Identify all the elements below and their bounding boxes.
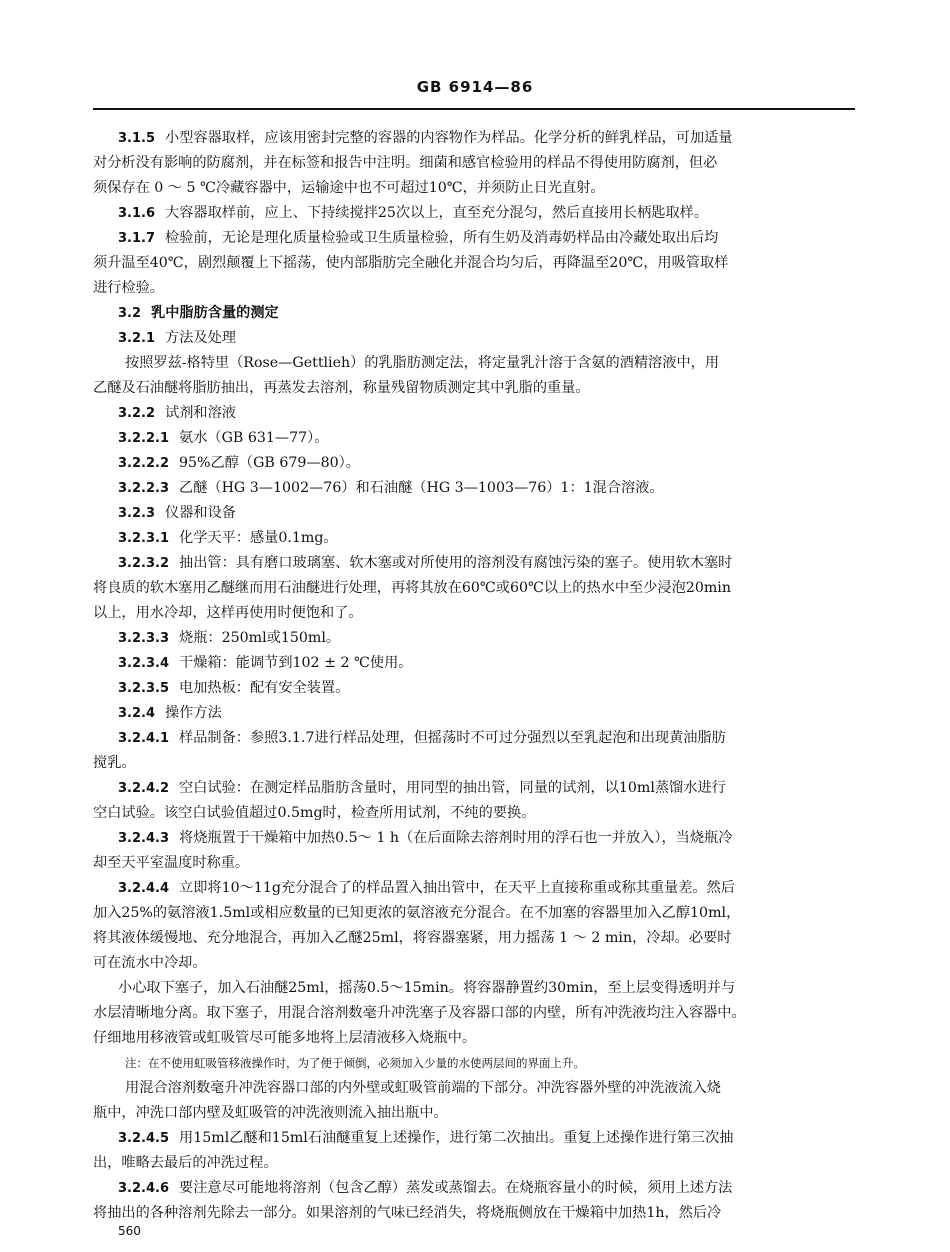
line-text: 化学天平：感量0.1mg。 xyxy=(179,530,338,546)
text-line xyxy=(118,228,718,248)
text-line xyxy=(118,878,735,898)
line-text: 方法及处理 xyxy=(165,330,236,346)
text-line xyxy=(118,553,732,573)
line-text: 立即将10～11g充分混合了的样品置入抽出管中，在天平上直接称重或称其重量差。然后 xyxy=(179,880,735,896)
text-line xyxy=(93,928,731,948)
text-line xyxy=(118,1178,732,1198)
text-line xyxy=(93,853,249,873)
line-text: 乙醚及石油醚将脂肪抽出，再蒸发去溶剂，称量残留物质测定其中乳脂的重量。 xyxy=(93,380,590,396)
section-number: 3.2.3.4 xyxy=(118,656,169,671)
line-text: 样品制备：参照3.1.7进行样品处理，但摇荡时不可过分强烈以至乳起泡和出现黄油脂肪 xyxy=(179,730,726,746)
section-number: 3.2.3.1 xyxy=(118,531,169,546)
text-line xyxy=(118,528,338,548)
section-number: 3.2.2.1 xyxy=(118,431,169,446)
line-text: 加入25%的氨溶液1.5ml或相应数量的已知更浓的氨溶液充分混合。在不加塞的容器里加入乙醇10ml， xyxy=(93,905,741,921)
text-line xyxy=(118,1128,733,1148)
section-number: 3.2.4.6 xyxy=(118,1181,169,1196)
line-text: 注：在不使用虹吸管移液操作时，为了便于倾倒，必须加入少量的水使两层间的界面上升。 xyxy=(125,1056,585,1070)
line-text: 小心取下塞子，加入石油醚25ml，摇荡0.5～15min。将容器静置约30min，至上层变得透明并与 xyxy=(118,980,736,996)
section-number: 3.2.2.3 xyxy=(118,481,169,496)
line-text: 搅乳。 xyxy=(93,755,136,771)
section-number: 3.2.3.3 xyxy=(118,631,169,646)
line-text: 乳中脂肪含量的测定 xyxy=(151,305,279,321)
section-number: 3.2.4.1 xyxy=(118,731,169,746)
text-line xyxy=(93,603,363,623)
section-number: 3.1.7 xyxy=(118,231,156,246)
section-number: 3.2.4.4 xyxy=(118,881,169,896)
line-text: 用混合溶剂数毫升冲洗容器口部的内外壁或虹吸管前端的下部分。冲洗容器外壁的冲洗液流入烧 xyxy=(125,1080,721,1096)
line-text: 95%乙醇（GB 679—80）。 xyxy=(179,455,360,471)
text-line xyxy=(118,403,236,423)
text-line xyxy=(125,1078,721,1098)
line-text: 抽出管：具有磨口玻璃塞、软木塞或对所使用的溶剂没有腐蚀污染的塞子。使用软木塞时 xyxy=(179,555,733,571)
text-line xyxy=(93,378,590,398)
line-text: 水层清晰地分离。取下塞子，用混合溶剂数毫升冲洗塞子及容器口部的内壁，所有冲洗液均注入容器中。 xyxy=(93,1005,746,1021)
line-text: 烧瓶：250ml或150ml。 xyxy=(179,630,341,646)
text-line xyxy=(118,828,732,848)
text-line xyxy=(93,1028,476,1048)
text-line xyxy=(93,578,731,598)
line-text: 却至天平室温度时称重。 xyxy=(93,855,250,871)
text-line xyxy=(118,428,328,448)
section-number: 3.2.4 xyxy=(118,706,156,721)
line-text: 仔细地用移液管或虹吸管尽可能多地将上层清液移入烧瓶中。 xyxy=(93,1030,477,1046)
section-number: 3.2.4.5 xyxy=(118,1131,169,1146)
line-text: 小型容器取样，应该用密封完整的容器的内容物作为样品。化学分析的鲜乳样品，可加适量 xyxy=(165,130,733,146)
text-line xyxy=(93,253,728,273)
line-text: 电加热板：配有安全装置。 xyxy=(179,680,350,696)
line-text: 大容器取样前，应上、下持续搅拌25次以上，直至充分混匀，然后直接用长柄匙取样。 xyxy=(165,205,709,221)
standard-code-header: GB 6914—86 xyxy=(416,78,534,96)
line-text: 进行检验。 xyxy=(93,280,164,296)
line-text: 须保存在 0 ～ 5 ℃冷藏容器中，运输途中也不可超过10℃，并须防止日光直射。 xyxy=(93,180,605,196)
section-number: 3.2.2 xyxy=(118,406,156,421)
section-number: 3.2.1 xyxy=(118,331,156,346)
text-line xyxy=(93,278,164,298)
text-line xyxy=(125,1053,585,1073)
text-line xyxy=(93,803,535,823)
section-number: 3.2.3 xyxy=(118,506,156,521)
line-text: 要注意尽可能地将溶剂（包含乙醇）蒸发或蒸馏去。在烧瓶容量小的时候，须用上述方法 xyxy=(179,1180,733,1196)
text-line xyxy=(118,703,222,723)
page-number: 560 xyxy=(118,1224,141,1238)
text-line xyxy=(93,178,605,198)
text-line xyxy=(118,328,236,348)
line-text: 以上，用水冷却，这样再使用时便饱和了。 xyxy=(93,605,363,621)
text-line xyxy=(118,303,279,323)
text-line xyxy=(93,903,740,923)
line-text: 按照罗兹-格特里（Rose—Gettlieh）的乳脂肪测定法，将定量乳汁溶于含氨的酒精溶液中，用 xyxy=(125,355,720,371)
line-text: 可在流水中冷却。 xyxy=(93,955,207,971)
text-line xyxy=(118,128,733,148)
line-text: 对分析没有影响的防腐剂，并在标签和报告中注明。细菌和感官检验用的样品不得使用防腐剂，但必 xyxy=(93,155,718,171)
text-line xyxy=(118,678,349,698)
line-text: 将抽出的各种溶剂先除去一部分。如果溶剂的气味已经消失，将烧瓶侧放在干燥箱中加热1h，然后冷 xyxy=(93,1205,722,1221)
text-line xyxy=(118,203,708,223)
line-text: 仪器和设备 xyxy=(165,505,236,521)
text-line xyxy=(118,503,236,523)
line-text: 干燥箱：能调节到102 ± 2 ℃使用。 xyxy=(179,655,413,671)
text-line xyxy=(125,353,719,373)
line-text: 检验前，无论是理化质量检验或卫生质量检验，所有生奶及消毒奶样品由冷藏处取出后均 xyxy=(165,230,719,246)
line-text: 试剂和溶液 xyxy=(165,405,236,421)
text-line xyxy=(118,778,726,798)
section-number: 3.2.4.3 xyxy=(118,831,169,846)
line-text: 将烧瓶置于干燥箱中加热0.5～ 1 h（在后面除去溶剂时用的浮石也一并放入），当烧瓶冷 xyxy=(179,830,733,846)
text-line xyxy=(118,978,735,998)
section-number: 3.2.2.2 xyxy=(118,456,169,471)
section-number: 3.2 xyxy=(118,306,142,321)
section-number: 3.2.3.5 xyxy=(118,681,169,696)
line-text: 空白试验：在测定样品脂肪含量时，用同型的抽出管，同量的试剂，以10ml蒸馏水进行 xyxy=(179,780,726,796)
section-number: 3.1.5 xyxy=(118,131,156,146)
line-text: 将良质的软木塞用乙醚继而用石油醚进行处理，再将其放在60℃或60℃以上的热水中至少浸泡20min xyxy=(93,580,731,596)
line-text: 操作方法 xyxy=(165,705,222,721)
text-line xyxy=(118,728,726,748)
text-line xyxy=(93,953,207,973)
line-text: 空白试验。该空白试验值超过0.5mg时，检查所用试剂，不纯的要换。 xyxy=(93,805,536,821)
section-number: 3.1.6 xyxy=(118,206,156,221)
text-line xyxy=(93,1003,746,1023)
line-text: 须升温至40℃，剧烈颠覆上下摇荡，使内部脂肪完全融化并混合均匀后，再降温至20℃，用吸管取样 xyxy=(93,255,729,271)
text-line xyxy=(93,1203,721,1223)
text-line xyxy=(93,1103,448,1123)
text-line xyxy=(118,478,664,498)
line-text: 瓶中，冲洗口部内壁及虹吸管的冲洗液则流入抽出瓶中。 xyxy=(93,1105,448,1121)
section-number: 3.2.4.2 xyxy=(118,781,169,796)
text-line xyxy=(118,653,412,673)
text-line xyxy=(118,628,340,648)
line-text: 乙醚（HG 3—1002—76）和石油醚（HG 3—1003—76）1：1混合溶液。 xyxy=(179,480,664,496)
text-line xyxy=(93,753,136,773)
line-text: 出，唯略去最后的冲洗过程。 xyxy=(93,1155,278,1171)
line-text: 用15ml乙醚和15ml石油醚重复上述操作，进行第二次抽出。重复上述操作进行第三次抽 xyxy=(179,1130,734,1146)
text-line xyxy=(118,453,360,473)
header-rule xyxy=(93,108,855,110)
section-number: 3.2.3.2 xyxy=(118,556,169,571)
line-text: 将其液体缓慢地、充分地混合，再加入乙醚25ml，将容器塞紧，用力摇荡 1 ～ 2 min，冷却。必要时 xyxy=(93,930,732,946)
line-text: 氨水（GB 631—77）。 xyxy=(179,430,329,446)
text-line xyxy=(93,153,717,173)
text-line xyxy=(93,1153,277,1173)
